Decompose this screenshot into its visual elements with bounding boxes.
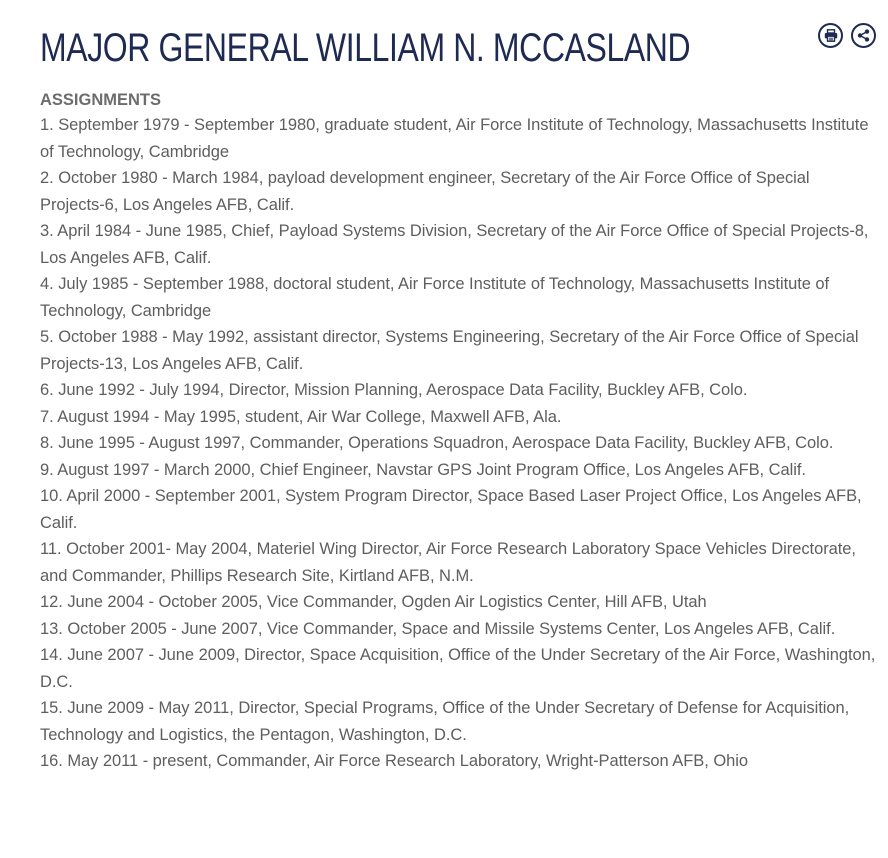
assignment-item: 16. May 2011 - present, Commander, Air Force Research Laboratory, Wright-Patterson AFB, Ohio: [40, 752, 748, 770]
assignment-item: 10. April 2000 - September 2001, System Program Director, Space Based Laser Project Office, Los Angeles AFB, Calif.: [40, 487, 862, 532]
share-button[interactable]: [851, 23, 876, 48]
page-title: MAJOR GENERAL WILLIAM N. MCCASLAND: [40, 26, 691, 70]
assignment-item: 15. June 2009 - May 2011, Director, Special Programs, Office of the Under Secretary of Defense for Acquisition, Technology and Logistics, the Pentagon, Washington, D.C.: [40, 699, 850, 744]
assignment-item: 2. October 1980 - March 1984, payload development engineer, Secretary of the Air Force Office of Special Projects-6, Los Angeles AFB, Calif.: [40, 169, 810, 214]
assignment-item: 7. August 1994 - May 1995, student, Air War College, Maxwell AFB, Ala.: [40, 407, 562, 426]
assignment-item: 9. August 1997 - March 2000, Chief Engineer, Navstar GPS Joint Program Office, Los Angeles AFB, Calif.: [40, 460, 806, 479]
assignment-item: 14. June 2007 - June 2009, Director, Space Acquisition, Office of the Under Secretary of the Air Force, Washington, D.C.: [40, 646, 876, 691]
page-tools: [818, 23, 876, 48]
assignment-item: 3. April 1984 - June 1985, Chief, Payload Systems Division, Secretary of the Air Force Office of Special Projects-8, Los Angeles AFB, Calif.: [40, 222, 869, 267]
assignment-item: 6. June 1992 - July 1994, Director, Mission Planning, Aerospace Data Facility, Buckley AFB, Colo.: [40, 381, 748, 399]
assignment-item: 13. October 2005 - June 2007, Vice Commander, Space and Missile Systems Center, Los Angeles AFB, Calif.: [40, 619, 836, 638]
printer-icon: [824, 29, 838, 42]
assignment-item: 5. October 1988 - May 1992, assistant director, Systems Engineering, Secretary of the Air Force Office of Special Projects-13, Los Angeles AFB, Calif.: [40, 328, 859, 373]
assignments-section: [40, 88, 876, 775]
assignment-item: 12. June 2004 - October 2005, Vice Commander, Ogden Air Logistics Center, Hill AFB, Utah: [40, 593, 707, 611]
section-heading: ASSIGNMENTS: [40, 91, 162, 109]
assignment-item: 8. June 1995 - August 1997, Commander, Operations Squadron, Aerospace Data Facility, Buckley AFB, Colo.: [40, 434, 834, 452]
share-icon: [857, 29, 870, 42]
assignment-item: 1. September 1979 - September 1980, graduate student, Air Force Institute of Technology, Massachusetts Institute of Technology, Cambridge: [40, 116, 869, 161]
assignment-item: 4. July 1985 - September 1988, doctoral student, Air Force Institute of Technology, Massachusetts Institute of Technology, Cambridge: [40, 275, 830, 320]
assignment-item: 11. October 2001- May 2004, Materiel Wing Director, Air Force Research Laboratory Space Vehicles Directorate, and Commander, Phillips Research Site, Kirtland AFB, N.M.: [40, 540, 856, 585]
print-button[interactable]: [818, 23, 843, 48]
assignment-list: [40, 112, 876, 775]
